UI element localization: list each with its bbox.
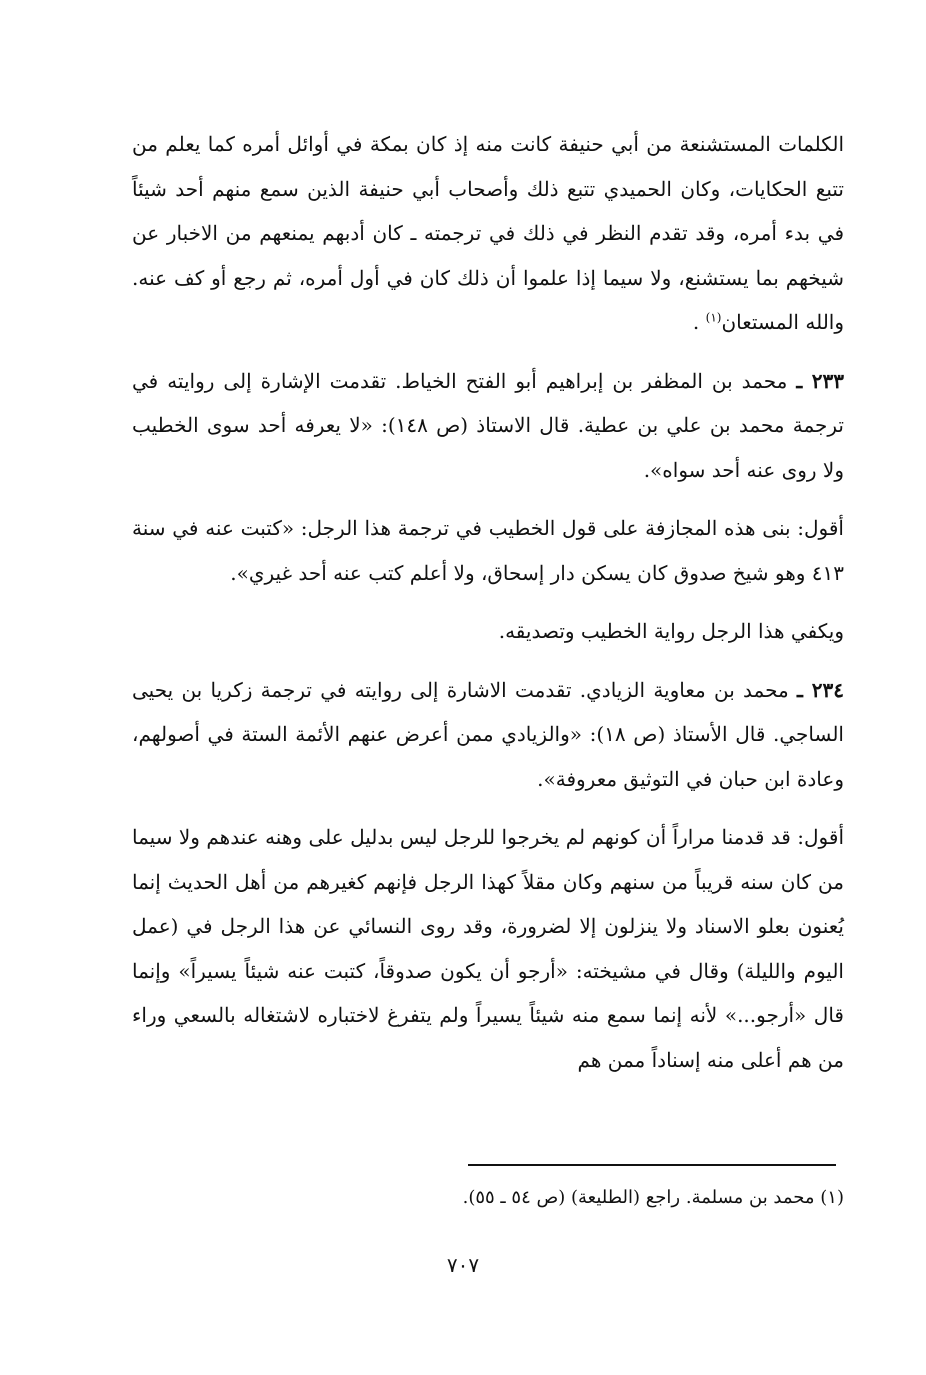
- paragraph-1: [132, 122, 844, 345]
- paragraph-6: [132, 815, 844, 1082]
- paragraph-text: ويكفي هذا الرجل رواية الخطيب وتصديقه.: [498, 619, 844, 643]
- footnote-reference: (١): [705, 310, 722, 325]
- entry-number: ٢٣٤ ـ: [797, 677, 844, 702]
- paragraph-text: محمد بن المظفر بن إبراهيم أبو الفتح الخياط. تقدمت الإشارة إلى روايته في ترجمة محمد بن علي بن عطية. قال الاستاذ (ص ١٤٨): «لا يعرفه أحد سوى الخطيب ولا روى عنه أحد سواه».: [132, 368, 844, 482]
- paragraph-text: محمد بن معاوية الزيادي. تقدمت الاشارة إلى روايته في ترجمة زكريا بن يحيى الساجي. قال الأستاذ (ص ١٨): «والزيادي ممن أعرض عنهم الأئمة الستة في أصولهم، وعادة ابن حبان في التوثيق معروفة».: [132, 677, 844, 791]
- main-text: [132, 122, 844, 1096]
- page-number: ٧٠٧: [446, 1253, 480, 1277]
- paragraph-text: الكلمات المستشنعة من أبي حنيفة كانت منه إذ كان بمكة في أوائل أمره كما يعلم من تتبع الحكايات، وكان الحميدي تتبع ذلك وأصحاب أبي حنيفة الذين سمع منهم أحد شيئاً في بدء أمره، وقد تقدم النظر في ذلك في ترجمته ـ كان أدبهم يمنعهم من الاخبار عن شيخهم بما يستشنع، ولا سيما إذا علموا أن ذلك كان في أول أمره، ثم رجع أو كف عنه. والله المستعان: [132, 132, 844, 334]
- paragraph-tail: .: [692, 310, 706, 334]
- paragraph-text: أقول: بنى هذه المجازفة على قول الخطيب في ترجمة هذا الرجل: «كتبت عنه في سنة ٤١٣ وهو شيخ صدوق كان يسكن دار إسحاق، ولا أعلم كتب عنه أحد غيري».: [132, 516, 844, 585]
- entry-number: ٢٣٣ ـ: [796, 368, 845, 393]
- footnote: (١) محمد بن مسلمة. راجع (الطليعة) (ص ٥٤ ـ ٥٥).: [462, 1187, 844, 1208]
- entry-234: [132, 668, 844, 802]
- entry-233: [132, 359, 844, 493]
- paragraph-text: أقول: قد قدمنا مراراً أن كونهم لم يخرجوا للرجل ليس بدليل على وهنه عندهم ولا سيما من كان سنه قريباً من سنهم وكان مقلاً كهذا الرجل فإنهم كغيرهم من أهل الحديث إنما يُعنون بعلو الاسناد ولا ينزلون إلا لضرورة، وقد روى النسائي عن هذا الرجل في (عمل اليوم والليلة) وقال في مشيخته: «أرجو أن يكون صدوقاً، كتبت عنه شيئاً يسيراً» وإنما قال «أرجو...» لأنه إنما سمع منه شيئاً يسيراً ولم يتفرغ لاختباره لاشتغاله بالسعي وراء من هم أعلى منه إسناداً ممن هم: [132, 825, 844, 1072]
- footnote-divider: [468, 1164, 836, 1166]
- paragraph-4: [132, 609, 844, 654]
- paragraph-3: [132, 506, 844, 595]
